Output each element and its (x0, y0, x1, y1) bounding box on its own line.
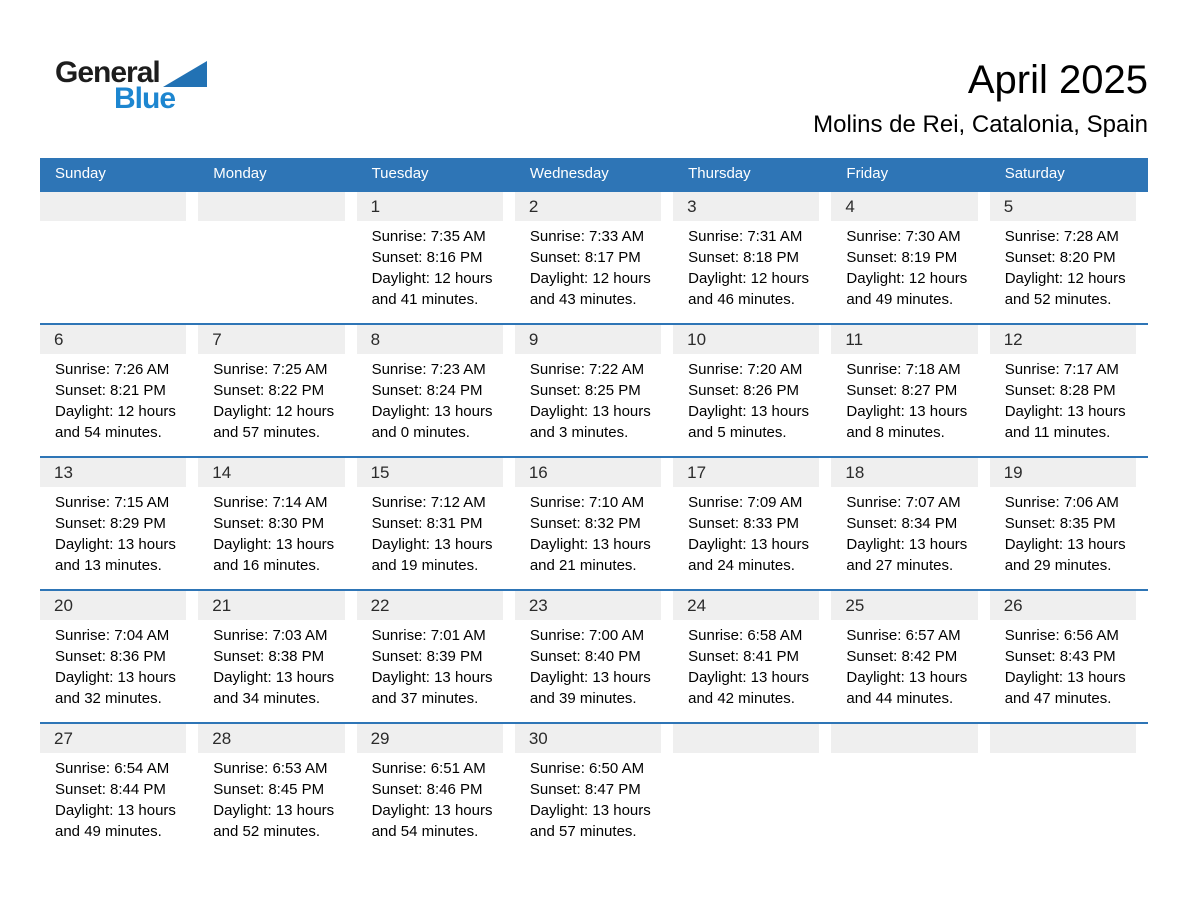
daylight-text-line1: Daylight: 13 hours (529, 802, 651, 819)
daylight-text-line1: Daylight: 13 hours (371, 536, 493, 553)
day-number: 2 (528, 197, 539, 216)
daylight-text-line2: and 46 minutes. (688, 291, 795, 308)
sunset-text: Sunset: 8:44 PM (55, 781, 166, 798)
daylight-text-line2: and 49 minutes. (55, 823, 162, 840)
day-number: 14 (212, 463, 232, 482)
daylight-text-line2: and 47 minutes. (1004, 690, 1112, 707)
day-cell (40, 590, 198, 723)
day-details (357, 753, 515, 855)
day-details (515, 221, 673, 323)
daylight-text-line2: and 42 minutes. (688, 690, 795, 707)
daylight-text-line1: Daylight: 13 hours (371, 403, 493, 420)
day-details (198, 487, 356, 589)
daylight-text-line1: Daylight: 13 hours (1004, 669, 1126, 686)
day-details (40, 620, 198, 722)
day-number: 7 (212, 330, 222, 349)
day-details (357, 354, 515, 456)
daylight-text-line1: Daylight: 13 hours (213, 536, 335, 553)
sunset-text: Sunset: 8:27 PM (846, 382, 958, 399)
daylight-text-line1: Daylight: 13 hours (688, 536, 810, 553)
sunset-text: Sunset: 8:18 PM (688, 249, 800, 266)
sunset-text: Sunset: 8:45 PM (213, 781, 325, 798)
weekday-row (40, 158, 1148, 191)
day-number: 15 (370, 463, 390, 482)
daylight-text-line2: and 21 minutes. (529, 557, 637, 574)
sunrise-text: Sunrise: 7:35 AM (371, 228, 486, 245)
day-cell (40, 723, 198, 855)
day-details (990, 487, 1148, 589)
daylight-text-line1: Daylight: 12 hours (55, 403, 176, 420)
general-blue-logo (55, 58, 207, 114)
sunset-text: Sunset: 8:16 PM (371, 249, 483, 266)
sunrise-text: Sunrise: 7:00 AM (529, 627, 645, 644)
day-number-band (831, 325, 977, 354)
day-details (198, 753, 356, 855)
daylight-text-line1: Daylight: 12 hours (688, 270, 810, 287)
sunrise-text: Sunrise: 7:17 AM (1004, 361, 1119, 378)
daylight-text-line2: and 52 minutes. (1004, 291, 1112, 308)
day-number-band (198, 325, 344, 354)
daylight-text-line2: and 3 minutes. (529, 424, 629, 441)
week-row (40, 590, 1148, 723)
day-details (990, 221, 1148, 323)
day-cell (357, 324, 515, 457)
day-cell (673, 457, 831, 590)
sunset-text: Sunset: 8:30 PM (213, 515, 325, 532)
day-number-band (357, 724, 503, 753)
header-titles (813, 56, 1148, 140)
daylight-text-line1: Daylight: 12 hours (371, 270, 493, 287)
daylight-text-line2: and 34 minutes. (213, 690, 321, 707)
sunset-text: Sunset: 8:29 PM (55, 515, 166, 532)
weekday-header: Wednesday (515, 158, 673, 191)
day-number: 29 (370, 729, 390, 748)
day-number: 28 (212, 729, 232, 748)
sunset-text: Sunset: 8:25 PM (529, 382, 641, 399)
daylight-text-line2: and 57 minutes. (213, 424, 321, 441)
sunset-text: Sunset: 8:38 PM (213, 648, 325, 665)
day-cell (198, 457, 356, 590)
daylight-text-line1: Daylight: 13 hours (1004, 536, 1126, 553)
day-details (357, 620, 515, 722)
day-cell (357, 723, 515, 855)
day-cell (831, 191, 989, 324)
logo-general-text: General (55, 56, 160, 89)
sunrise-text: Sunrise: 7:09 AM (688, 494, 803, 511)
sunrise-text: Sunrise: 7:22 AM (529, 361, 645, 378)
sunrise-text: Sunrise: 6:58 AM (688, 627, 803, 644)
sunrise-text: Sunrise: 6:54 AM (55, 760, 170, 777)
day-cell (673, 191, 831, 324)
sunrise-text: Sunrise: 6:50 AM (529, 760, 645, 777)
daylight-text-line1: Daylight: 13 hours (846, 669, 968, 686)
daylight-text-line2: and 0 minutes. (371, 424, 470, 441)
day-number-band (357, 591, 503, 620)
sunset-text: Sunset: 8:34 PM (846, 515, 958, 532)
day-number-band (357, 325, 503, 354)
sunset-text: Sunset: 8:24 PM (371, 382, 483, 399)
day-number: 22 (370, 596, 390, 615)
day-number-band (40, 591, 186, 620)
day-number-band (990, 192, 1136, 221)
day-number: 13 (54, 463, 73, 482)
day-details (990, 620, 1148, 722)
day-number-band (831, 458, 977, 487)
day-number-band (990, 458, 1136, 487)
day-number-band (831, 724, 977, 753)
sunrise-text: Sunrise: 7:30 AM (846, 228, 961, 245)
sunset-text: Sunset: 8:33 PM (688, 515, 800, 532)
day-number: 4 (845, 197, 855, 216)
day-number: 23 (528, 596, 548, 615)
daylight-text-line2: and 57 minutes. (529, 823, 637, 840)
day-number-band (515, 591, 661, 620)
weekday-header: Sunday (40, 158, 198, 191)
empty-day-cell (673, 723, 831, 855)
daylight-text-line2: and 54 minutes. (55, 424, 162, 441)
page-subtitle: Molins de Rei, Catalonia, Spain (813, 111, 1148, 138)
day-number-band (198, 458, 344, 487)
daylight-text-line1: Daylight: 13 hours (846, 403, 968, 420)
sunrise-text: Sunrise: 7:26 AM (55, 361, 170, 378)
daylight-text-line1: Daylight: 12 hours (1004, 270, 1126, 287)
day-number: 1 (370, 197, 381, 216)
day-number-band (673, 192, 819, 221)
day-number: 5 (1003, 197, 1014, 216)
daylight-text-line1: Daylight: 13 hours (1004, 403, 1126, 420)
day-details (515, 620, 673, 722)
sunrise-text: Sunrise: 7:07 AM (846, 494, 961, 511)
daylight-text-line2: and 19 minutes. (371, 557, 479, 574)
week-row (40, 457, 1148, 590)
day-number: 11 (845, 330, 864, 349)
day-cell (990, 191, 1148, 324)
daylight-text-line1: Daylight: 13 hours (529, 536, 651, 553)
daylight-text-line2: and 52 minutes. (213, 823, 321, 840)
day-cell (198, 590, 356, 723)
daylight-text-line1: Daylight: 12 hours (529, 270, 651, 287)
sunset-text: Sunset: 8:36 PM (55, 648, 166, 665)
day-number-band (40, 458, 186, 487)
day-details (673, 620, 831, 722)
day-cell (990, 590, 1148, 723)
day-cell (40, 324, 198, 457)
day-details (831, 354, 989, 456)
day-cell (673, 590, 831, 723)
sunrise-text: Sunrise: 7:25 AM (213, 361, 328, 378)
day-cell (515, 590, 673, 723)
day-details (515, 354, 673, 456)
day-number: 20 (54, 596, 73, 615)
day-number-band (990, 724, 1136, 753)
sunset-text: Sunset: 8:26 PM (688, 382, 800, 399)
logo-blue-text: Blue (114, 82, 176, 115)
day-cell (831, 324, 989, 457)
daylight-text-line1: Daylight: 13 hours (371, 802, 493, 819)
day-cell (357, 191, 515, 324)
day-cell (40, 457, 198, 590)
sunset-text: Sunset: 8:19 PM (846, 249, 958, 266)
empty-day-cell (40, 191, 198, 324)
day-number: 26 (1003, 596, 1023, 615)
day-details (40, 487, 198, 589)
sunset-text: Sunset: 8:35 PM (1004, 515, 1116, 532)
daylight-text-line2: and 11 minutes. (1004, 424, 1111, 441)
day-number: 25 (845, 596, 865, 615)
daylight-text-line1: Daylight: 13 hours (213, 669, 335, 686)
daylight-text-line1: Daylight: 13 hours (371, 669, 493, 686)
sunrise-text: Sunrise: 6:57 AM (846, 627, 961, 644)
sunset-text: Sunset: 8:39 PM (371, 648, 483, 665)
day-details (990, 354, 1148, 456)
sunset-text: Sunset: 8:46 PM (371, 781, 483, 798)
daylight-text-line2: and 8 minutes. (846, 424, 945, 441)
sunset-text: Sunset: 8:43 PM (1004, 648, 1116, 665)
week-row (40, 723, 1148, 855)
daylight-text-line1: Daylight: 13 hours (213, 802, 335, 819)
weekday-header: Thursday (673, 158, 831, 191)
day-cell (357, 457, 515, 590)
calendar-table (40, 158, 1148, 855)
day-number: 3 (687, 197, 697, 216)
sunset-text: Sunset: 8:41 PM (688, 648, 800, 665)
day-cell (990, 324, 1148, 457)
sunrise-text: Sunrise: 7:31 AM (688, 228, 803, 245)
day-number: 30 (528, 729, 548, 748)
day-number-band (357, 192, 503, 221)
daylight-text-line2: and 37 minutes. (371, 690, 479, 707)
daylight-text-line1: Daylight: 13 hours (688, 669, 810, 686)
day-number-band (198, 724, 344, 753)
daylight-text-line2: and 41 minutes. (371, 291, 479, 308)
day-number-band (40, 192, 186, 221)
sunset-text: Sunset: 8:31 PM (371, 515, 483, 532)
sunrise-text: Sunrise: 7:06 AM (1004, 494, 1119, 511)
day-cell (198, 723, 356, 855)
day-number-band (40, 724, 186, 753)
sunrise-text: Sunrise: 7:28 AM (1004, 228, 1119, 245)
daylight-text-line1: Daylight: 13 hours (529, 669, 651, 686)
sunrise-text: Sunrise: 6:51 AM (371, 760, 486, 777)
daylight-text-line1: Daylight: 13 hours (55, 802, 176, 819)
day-number-band (198, 591, 344, 620)
day-number-band (515, 724, 661, 753)
sunset-text: Sunset: 8:47 PM (529, 781, 641, 798)
sunset-text: Sunset: 8:21 PM (55, 382, 166, 399)
day-number-band (515, 192, 661, 221)
day-details (198, 620, 356, 722)
daylight-text-line1: Daylight: 12 hours (213, 403, 335, 420)
daylight-text-line2: and 13 minutes. (55, 557, 162, 574)
calendar-body (40, 191, 1148, 855)
sunrise-text: Sunrise: 7:10 AM (529, 494, 645, 511)
page-title: April 2025 (967, 58, 1148, 102)
daylight-text-line2: and 44 minutes. (846, 690, 954, 707)
sunset-text: Sunset: 8:40 PM (529, 648, 641, 665)
daylight-text-line2: and 27 minutes. (846, 557, 954, 574)
day-details (357, 487, 515, 589)
day-number-band (673, 325, 819, 354)
week-row (40, 191, 1148, 324)
sunset-text: Sunset: 8:20 PM (1004, 249, 1116, 266)
sunrise-text: Sunrise: 7:04 AM (55, 627, 170, 644)
day-number: 8 (370, 330, 381, 349)
day-cell (831, 457, 989, 590)
day-number-band (673, 591, 819, 620)
daylight-text-line2: and 29 minutes. (1004, 557, 1112, 574)
daylight-text-line2: and 43 minutes. (529, 291, 637, 308)
day-number-band (357, 458, 503, 487)
daylight-text-line2: and 32 minutes. (55, 690, 162, 707)
day-number-band (515, 325, 661, 354)
sunset-text: Sunset: 8:17 PM (529, 249, 641, 266)
day-details (673, 487, 831, 589)
daylight-text-line1: Daylight: 13 hours (846, 536, 968, 553)
sunrise-text: Sunrise: 7:01 AM (371, 627, 486, 644)
day-number-band (990, 591, 1136, 620)
day-details (673, 354, 831, 456)
day-details (40, 354, 198, 456)
sunset-text: Sunset: 8:28 PM (1004, 382, 1116, 399)
weekday-header: Saturday (990, 158, 1148, 191)
day-number: 10 (687, 330, 707, 349)
daylight-text-line2: and 16 minutes. (213, 557, 321, 574)
week-row (40, 324, 1148, 457)
day-details (673, 221, 831, 323)
sunset-text: Sunset: 8:32 PM (529, 515, 641, 532)
sunset-text: Sunset: 8:22 PM (213, 382, 325, 399)
sunset-text: Sunset: 8:42 PM (846, 648, 958, 665)
daylight-text-line1: Daylight: 13 hours (688, 403, 810, 420)
sunrise-text: Sunrise: 7:14 AM (213, 494, 328, 511)
sunrise-text: Sunrise: 7:18 AM (846, 361, 961, 378)
daylight-text-line2: and 24 minutes. (688, 557, 795, 574)
weekday-header: Friday (831, 158, 989, 191)
day-number-band (673, 724, 819, 753)
day-number-band (198, 192, 344, 221)
day-details (831, 620, 989, 722)
day-details (831, 221, 989, 323)
day-number: 27 (54, 729, 73, 748)
day-cell (990, 457, 1148, 590)
daylight-text-line1: Daylight: 13 hours (55, 536, 176, 553)
daylight-text-line1: Daylight: 13 hours (55, 669, 176, 686)
sunrise-text: Sunrise: 7:03 AM (213, 627, 328, 644)
sunrise-text: Sunrise: 7:20 AM (688, 361, 803, 378)
sunrise-text: Sunrise: 7:12 AM (371, 494, 486, 511)
day-number-band (40, 325, 186, 354)
day-number-band (831, 192, 977, 221)
empty-day-cell (831, 723, 989, 855)
day-number: 21 (212, 596, 232, 615)
day-cell (515, 723, 673, 855)
day-number: 19 (1003, 463, 1023, 482)
sunrise-text: Sunrise: 6:53 AM (213, 760, 328, 777)
day-cell (673, 324, 831, 457)
daylight-text-line2: and 5 minutes. (688, 424, 787, 441)
day-number: 6 (54, 330, 64, 349)
day-details (831, 487, 989, 589)
day-number: 16 (528, 463, 548, 482)
day-number-band (673, 458, 819, 487)
day-number-band (990, 325, 1136, 354)
day-details (40, 753, 198, 855)
day-cell (831, 590, 989, 723)
daylight-text-line2: and 39 minutes. (529, 690, 637, 707)
empty-day-cell (198, 191, 356, 324)
day-cell (515, 191, 673, 324)
day-cell (515, 324, 673, 457)
day-cell (198, 324, 356, 457)
day-number: 9 (528, 330, 539, 349)
weekday-header: Tuesday (357, 158, 515, 191)
day-details (515, 753, 673, 855)
empty-day-cell (990, 723, 1148, 855)
day-number: 24 (687, 596, 707, 615)
daylight-text-line1: Daylight: 12 hours (846, 270, 968, 287)
day-details (515, 487, 673, 589)
sunrise-text: Sunrise: 7:15 AM (55, 494, 170, 511)
sunrise-text: Sunrise: 7:23 AM (371, 361, 486, 378)
daylight-text-line1: Daylight: 13 hours (529, 403, 651, 420)
day-number-band (831, 591, 977, 620)
day-cell (515, 457, 673, 590)
daylight-text-line2: and 54 minutes. (371, 823, 479, 840)
day-number: 12 (1003, 330, 1023, 349)
weekday-header: Monday (198, 158, 356, 191)
sunrise-text: Sunrise: 7:33 AM (529, 228, 645, 245)
day-details (198, 354, 356, 456)
day-details (357, 221, 515, 323)
daylight-text-line2: and 49 minutes. (846, 291, 954, 308)
day-number-band (515, 458, 661, 487)
calendar-header (40, 158, 1148, 191)
day-number: 17 (687, 463, 707, 482)
sunrise-text: Sunrise: 6:56 AM (1004, 627, 1119, 644)
day-number: 18 (845, 463, 865, 482)
day-cell (357, 590, 515, 723)
